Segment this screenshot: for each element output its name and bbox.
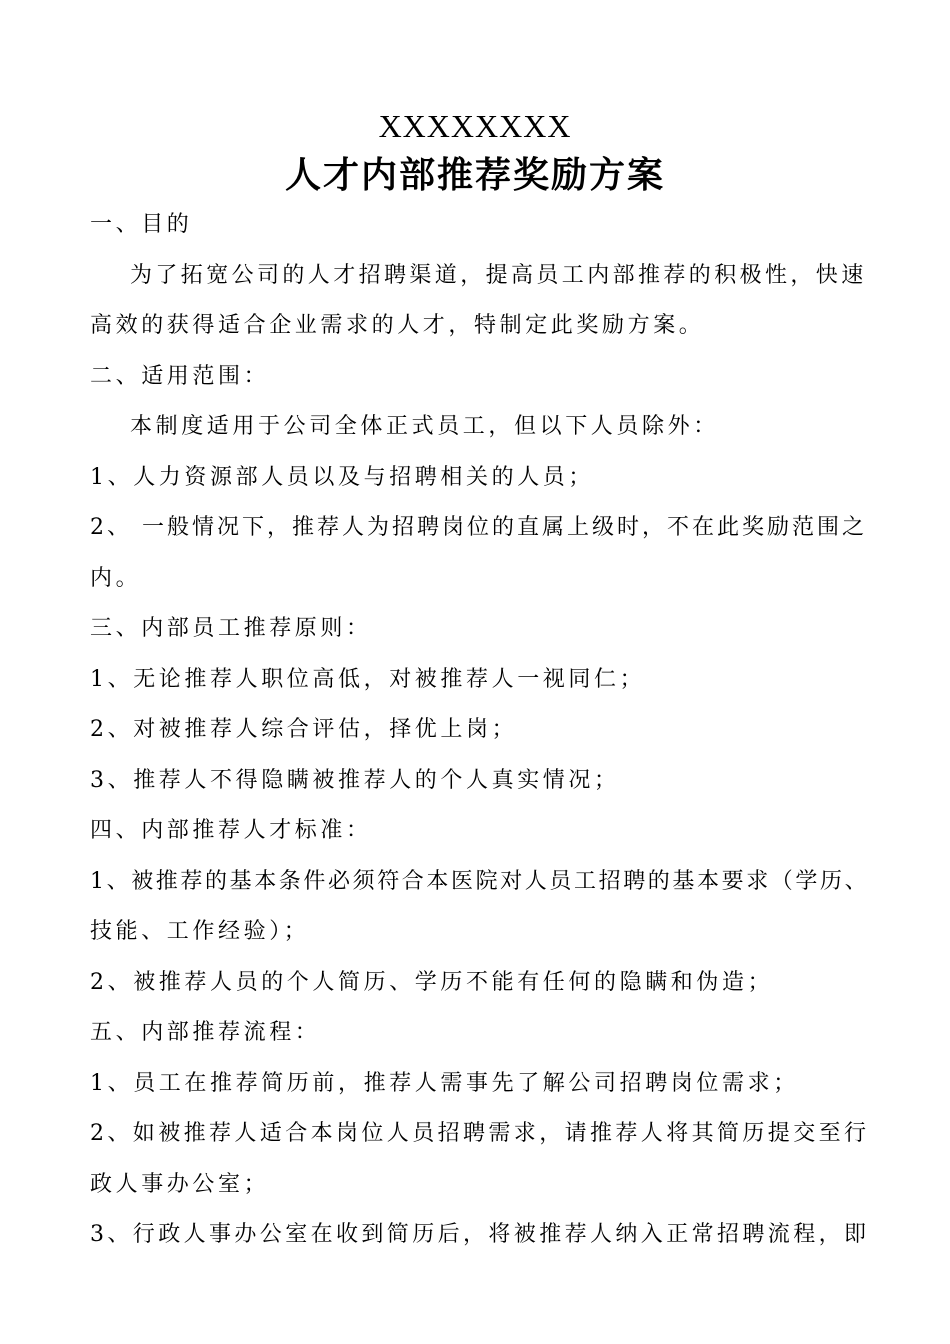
section-heading-purpose: 一、目的 [90, 212, 193, 237]
section-heading-standards: 四、内部推荐人才标准： [90, 818, 372, 843]
paragraph-line: 本制度适用于公司全体正式员工，但以下人员除外： [130, 414, 719, 439]
section-heading-process: 五、内部推荐流程： [90, 1020, 321, 1045]
list-item: 2、如被推荐人适合本岗位人员招聘需求，请推荐人将其简历提交至行 [90, 1121, 870, 1146]
list-item: 2、对被推荐人综合评估，择优上岗； [90, 717, 518, 742]
section-heading-scope: 二、适用范围： [90, 363, 270, 389]
list-item: 1、被推荐的基本条件必须符合本医院对人员工招聘的基本要求（学历、 [90, 868, 870, 894]
list-item-continuation: 内。 [90, 565, 142, 591]
list-item: 3、行政人事办公室在收到简历后，将被推荐人纳入正常招聘流程，即 [90, 1222, 870, 1247]
document-title: 人才内部推荐奖励方案 [284, 154, 665, 196]
list-item-continuation: 政人事办公室； [90, 1171, 270, 1197]
list-item: 1、人力资源部人员以及与招聘相关的人员； [90, 464, 594, 490]
list-item: 1、员工在推荐简历前，推荐人需事先了解公司招聘岗位需求； [90, 1070, 799, 1096]
list-item: 1、无论推荐人职位高低，对被推荐人一视同仁； [90, 666, 646, 692]
paragraph-line: 高效的获得适合企业需求的人才，特制定此奖励方案。 [90, 313, 705, 338]
document-body [90, 200, 870, 1261]
paragraph-line: 为了拓宽公司的人才招聘渠道，提高员工内部推荐的积极性，快速 [130, 262, 867, 288]
section-heading-principles: 三、内部员工推荐原则： [90, 616, 372, 641]
list-item: 2、被推荐人员的个人简历、学历不能有任何的隐瞒和伪造； [90, 969, 774, 995]
list-item: 2、 一般情况下，推荐人为招聘岗位的直属上级时，不在此奖励范围之 [90, 515, 867, 540]
list-item-continuation: 技能、工作经验）； [90, 919, 310, 944]
list-item: 3、推荐人不得隐瞒被推荐人的个人真实情况； [90, 767, 620, 793]
document-code: XXXXXXXX [378, 108, 572, 144]
